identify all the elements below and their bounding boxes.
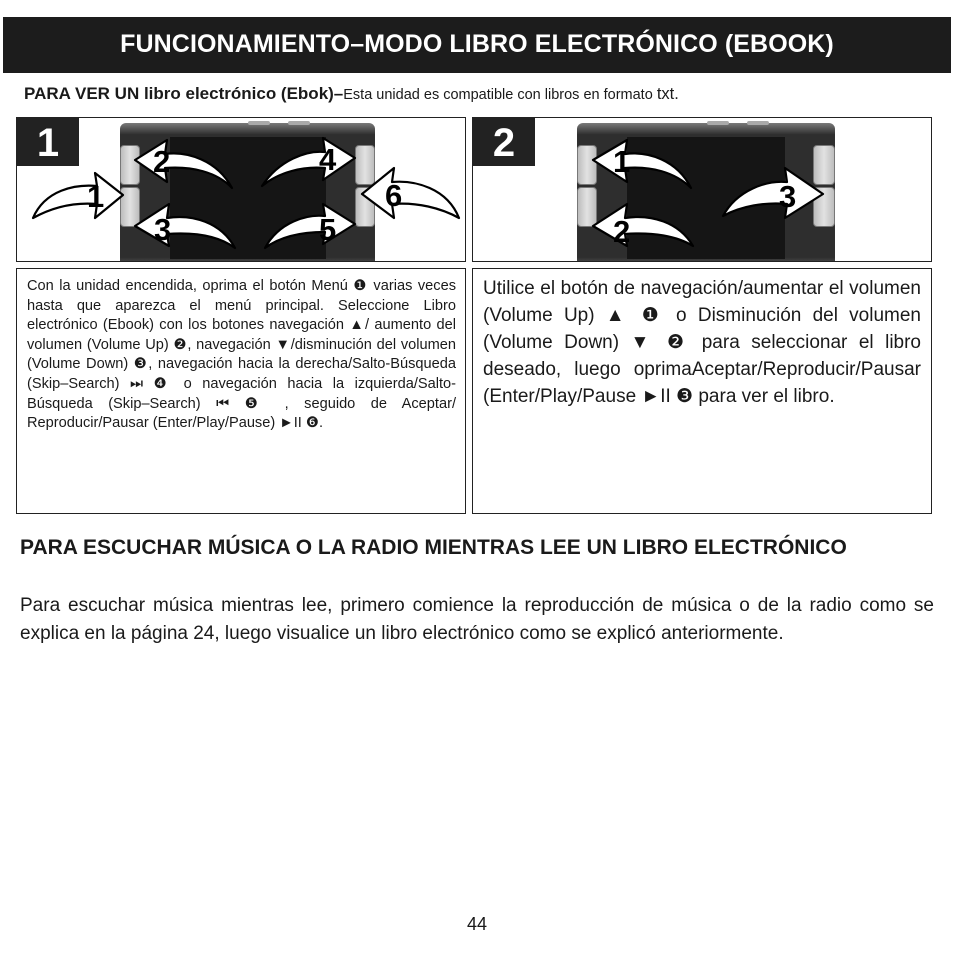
- intro-lead: PARA VER UN libro electrónico (Ebok)–: [24, 84, 344, 103]
- instructions-box-2: [472, 268, 932, 514]
- intro-format: txt.: [656, 85, 679, 103]
- page-title: FUNCIONAMIENTO–MODO LIBRO ELECTRÓNICO (EBOOK): [120, 30, 834, 58]
- arrow-label-2: 2: [613, 214, 631, 249]
- arrow-label-5: 5: [319, 212, 337, 247]
- intro-line: [24, 84, 679, 104]
- callout-arrows-1: [17, 118, 466, 262]
- illustration-panel-1: [16, 117, 466, 262]
- arrow-2-icon: [593, 204, 693, 246]
- instructions-box-1: [16, 268, 466, 514]
- arrow-1-icon: [33, 173, 123, 218]
- arrow-4-icon: [262, 138, 355, 186]
- arrow-label-2: 2: [153, 144, 171, 179]
- arrow-label-3: 3: [779, 179, 797, 214]
- arrow-label-3: 3: [154, 212, 172, 247]
- instructions-text-2: Utilice el botón de navegación/aumentar el volumen (Volume Up) ▲ ❶ o Disminución del volumen (Volume Down) ▼ ❷ para seleccionar el libro deseado, luego oprimaAceptar/Reproducir/Pausar (Enter/Play/Pause ►II ❸ para ver el libro.: [483, 278, 921, 407]
- section-body: Para escuchar música mientras lee, primero comience la reproducción de música o de la radio como se explica en la página 24, luego visualice un libro electrónico como se explicó anteriormente.: [20, 595, 934, 644]
- arrow-1-icon: [593, 140, 691, 188]
- arrow-6-icon: [362, 168, 459, 218]
- step-badge-1: 1: [17, 118, 79, 166]
- illustration-panel-2: [472, 117, 932, 262]
- instructions-text-1: Con la unidad encendida, oprima el botón Menú ❶ varias veces hasta que aparezca el menú principal. Seleccione Libro electrónico (Ebook) con los botones navegación ▲/ aumento del volumen (Volume Up) ❷, navegación ▼/disminución del volumen (Volume Down) ❸, navegación hacia la derecha/Salto-Búsqueda (Skip–Search) ⏭ ❹ o navegación hacia la izquierda/Salto-Búsqueda (Skip–Search) ⏮ ❺ , seguido de Aceptar/ Reproducir/Pausar (Enter/Play/Pause) ►II ❻.: [27, 278, 456, 432]
- page-number: 44: [466, 914, 488, 934]
- section-heading: PARA ESCUCHAR MÚSICA O LA RADIO MIENTRAS LEE UN LIBRO ELECTRÓNICO: [20, 536, 847, 559]
- callout-arrows-2: [473, 118, 932, 262]
- arrow-label-1: 1: [613, 144, 631, 179]
- arrow-5-icon: [265, 204, 355, 248]
- header-bar: [3, 17, 951, 73]
- arrow-2-icon: [135, 140, 232, 188]
- arrow-label-1: 1: [87, 179, 105, 214]
- arrow-3-icon: [723, 168, 823, 218]
- arrow-label-4: 4: [319, 142, 337, 177]
- step-badge-2: 2: [473, 118, 535, 166]
- arrow-3-icon: [135, 204, 235, 248]
- intro-text: Esta unidad es compatible con libros en formato: [343, 87, 657, 103]
- arrow-label-6: 6: [385, 178, 403, 213]
